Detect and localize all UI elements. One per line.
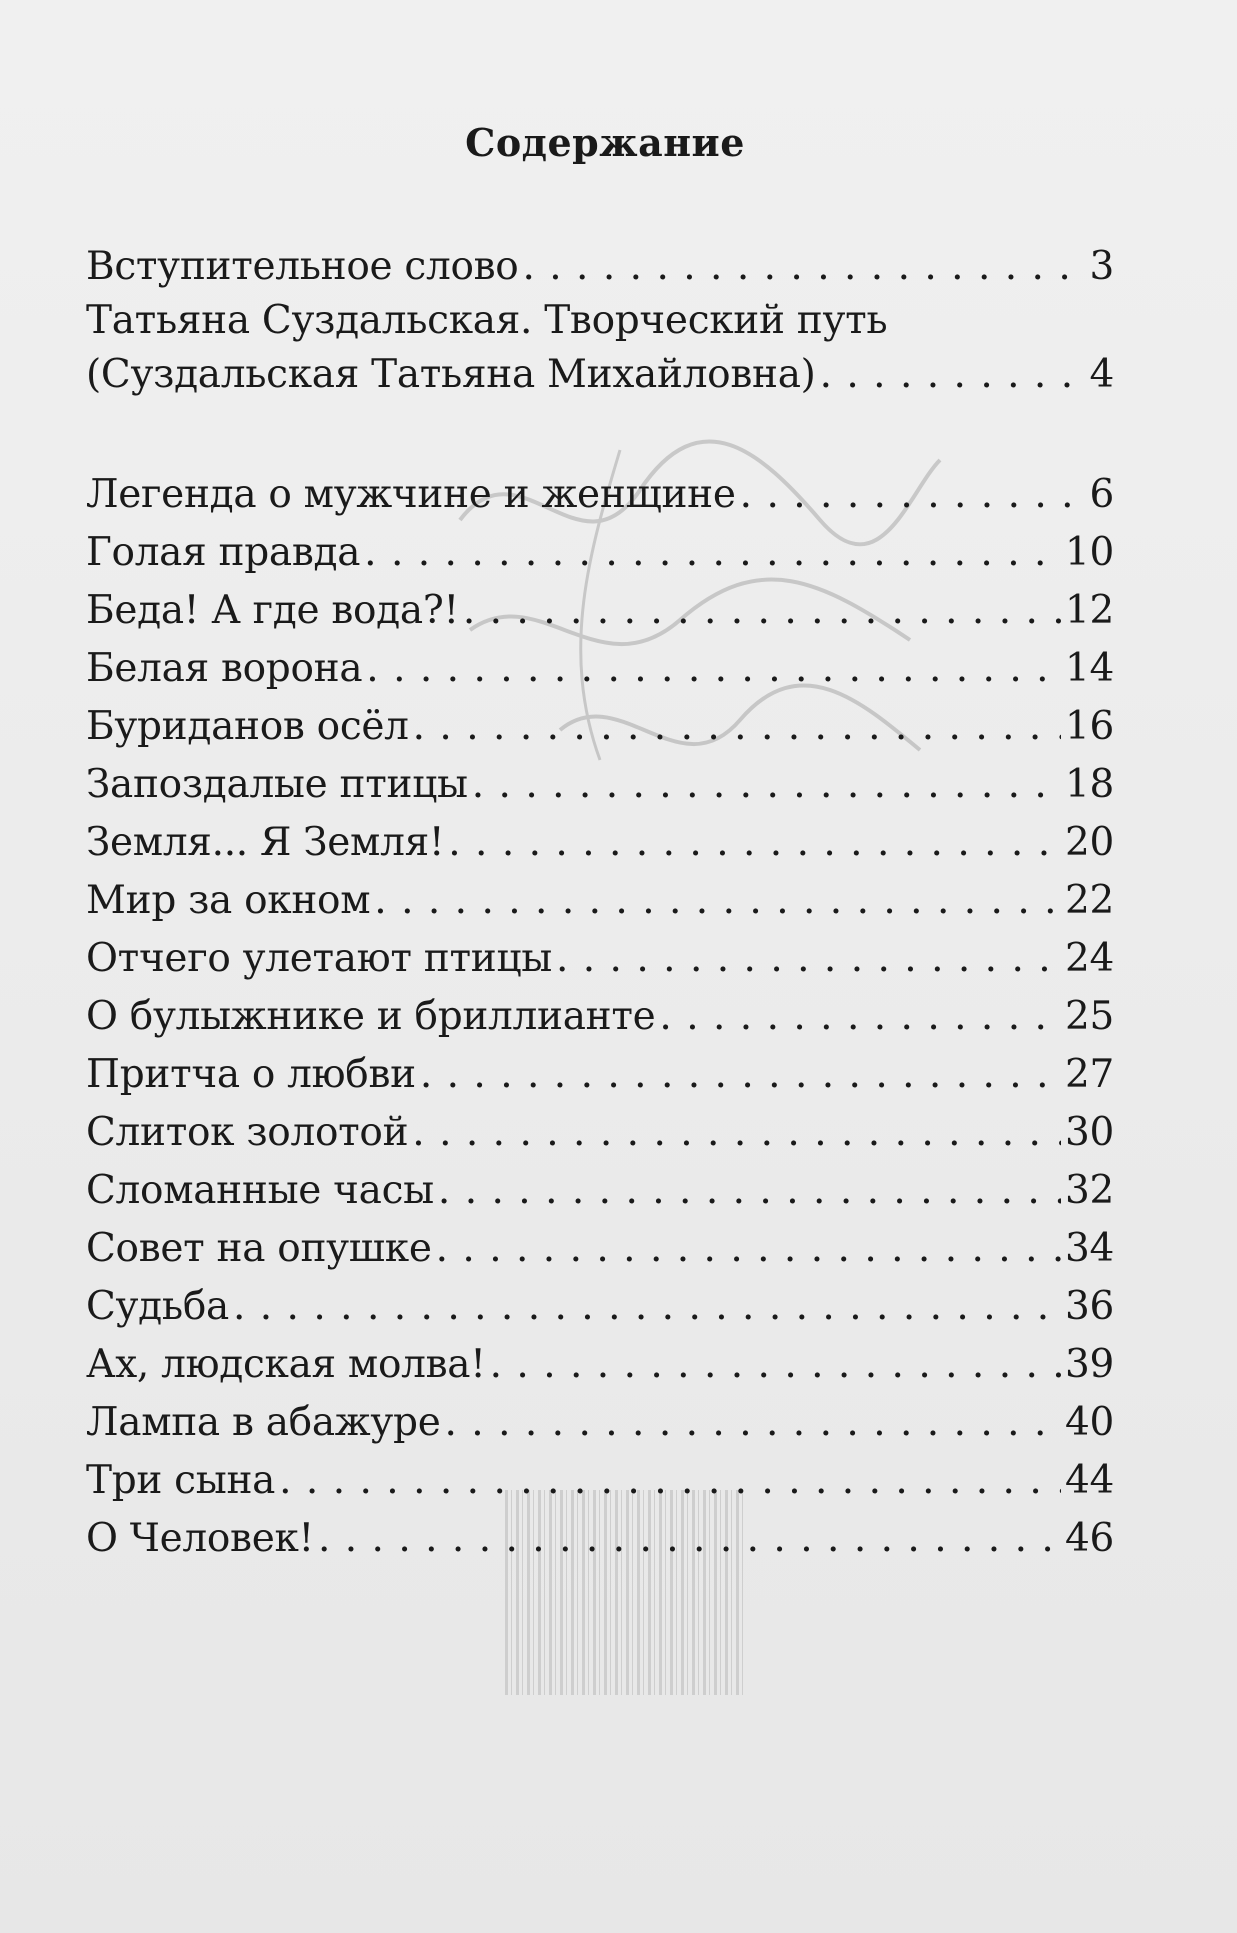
toc-entry-page: 36: [1064, 1284, 1114, 1329]
toc-leader-dots: [820, 346, 1082, 404]
toc-entry: [86, 346, 1114, 404]
toc-entry: [86, 640, 1114, 698]
toc-entry-title: Сломанные часы: [86, 1168, 434, 1213]
toc-entry: [86, 1452, 1114, 1510]
toc-leader-dots: [472, 756, 1061, 814]
page-title: Содержание: [465, 120, 745, 165]
toc-entry-title: О булыжнике и бриллианте: [86, 994, 656, 1039]
toc-leader-dots: [233, 1278, 1061, 1336]
toc-leader-dots: [463, 582, 1061, 640]
toc-entry-page: 22: [1064, 878, 1114, 923]
toc-entry-page: 24: [1064, 936, 1114, 981]
toc-leader-dots: [740, 466, 1082, 524]
toc-entry-page: 10: [1064, 530, 1114, 575]
toc-entry-page: 32: [1064, 1168, 1114, 1213]
toc-leader-dots: [420, 1046, 1061, 1104]
toc-entry: [86, 1220, 1114, 1278]
toc-entry-title: Притча о любви: [86, 1052, 416, 1097]
toc-entry-page: 20: [1064, 820, 1114, 865]
toc-entry-title: Лампа в абажуре: [86, 1400, 441, 1445]
toc-entry-page: 4: [1089, 352, 1114, 397]
toc-entry-page: 30: [1064, 1110, 1114, 1155]
toc-entry: [86, 1336, 1114, 1394]
toc-leader-dots: [366, 640, 1061, 698]
toc-entry-line: [86, 296, 1114, 346]
toc-entry: [86, 756, 1114, 814]
toc-entry-page: 25: [1064, 994, 1114, 1039]
toc-entry-title: Ах, людская молва!: [86, 1342, 486, 1387]
toc-leader-dots: [659, 988, 1061, 1046]
toc-entry: [86, 582, 1114, 640]
toc-entry-title: Совет на опушке: [86, 1226, 432, 1271]
toc-entry-title: Голая правда: [86, 530, 361, 575]
toc-entry-page: 27: [1064, 1052, 1114, 1097]
toc-entry-title-continued: (Суздальская Татьяна Михайловна): [86, 352, 816, 397]
toc-leader-dots: [413, 698, 1061, 756]
toc-entry-title: Земля... Я Земля!: [86, 820, 445, 865]
toc-entry-title: Беда! А где вода?!: [86, 588, 459, 633]
table-of-contents: [86, 238, 1114, 1568]
toc-entry-page: 3: [1089, 244, 1114, 289]
toc-entry-title: Белая ворона: [86, 646, 363, 691]
toc-leader-dots: [444, 1394, 1060, 1452]
toc-entry: [86, 1104, 1114, 1162]
toc-entry: [86, 1162, 1114, 1220]
toc-entry: [86, 466, 1114, 524]
toc-leader-dots: [438, 1162, 1061, 1220]
toc-leader-dots: [490, 1336, 1061, 1394]
toc-entry-title: Отчего улетают птицы: [86, 936, 552, 981]
toc-entry: [86, 988, 1114, 1046]
toc-entry: [86, 1046, 1114, 1104]
toc-leader-dots: [364, 524, 1061, 582]
toc-entry-title: Вступительное слово: [86, 244, 519, 289]
toc-entry: [86, 930, 1114, 988]
toc-entry: [86, 698, 1114, 756]
toc-leader-dots: [374, 872, 1061, 930]
stories-list: [86, 466, 1114, 1568]
toc-entry: [86, 1278, 1114, 1336]
toc-entry-page: 6: [1089, 472, 1114, 517]
toc-leader-dots: [279, 1452, 1061, 1510]
toc-entry-title: Легенда о мужчине и женщине: [86, 472, 736, 517]
toc-entry: [86, 1510, 1114, 1568]
toc-entry-page: 40: [1064, 1400, 1114, 1445]
toc-entry-page: 16: [1064, 704, 1114, 749]
toc-entry-title: Три сына: [86, 1458, 276, 1503]
toc-entry-page: 18: [1064, 762, 1114, 807]
toc-leader-dots: [412, 1104, 1061, 1162]
section-gap: [86, 404, 1114, 466]
toc-entry: [86, 872, 1114, 930]
toc-entry-page: 39: [1064, 1342, 1114, 1387]
toc-entry: [86, 524, 1114, 582]
toc-entry: [86, 1394, 1114, 1452]
toc-entry-title: О Человек!: [86, 1516, 314, 1561]
toc-entry-title: Буриданов осёл: [86, 704, 409, 749]
toc-leader-dots: [318, 1510, 1061, 1568]
toc-entry-title: Татьяна Суздальская. Творческий путь: [86, 298, 888, 343]
toc-entry-page: 34: [1064, 1226, 1114, 1271]
toc-entry: [86, 814, 1114, 872]
toc-entry-page: 44: [1064, 1458, 1114, 1503]
toc-leader-dots: [522, 238, 1082, 296]
toc-entry-page: 46: [1064, 1516, 1114, 1561]
toc-entry-title: Судьба: [86, 1284, 229, 1329]
toc-leader-dots: [448, 814, 1061, 872]
toc-leader-dots: [436, 1220, 1061, 1278]
toc-entry-title: Мир за окном: [86, 878, 371, 923]
toc-entry-title: Запоздалые птицы: [86, 762, 468, 807]
toc-entry-page: 12: [1064, 588, 1114, 633]
toc-entry-page: 14: [1064, 646, 1114, 691]
toc-entry: [86, 238, 1114, 296]
toc-leader-dots: [556, 930, 1061, 988]
toc-entry-title: Слиток золотой: [86, 1110, 409, 1155]
